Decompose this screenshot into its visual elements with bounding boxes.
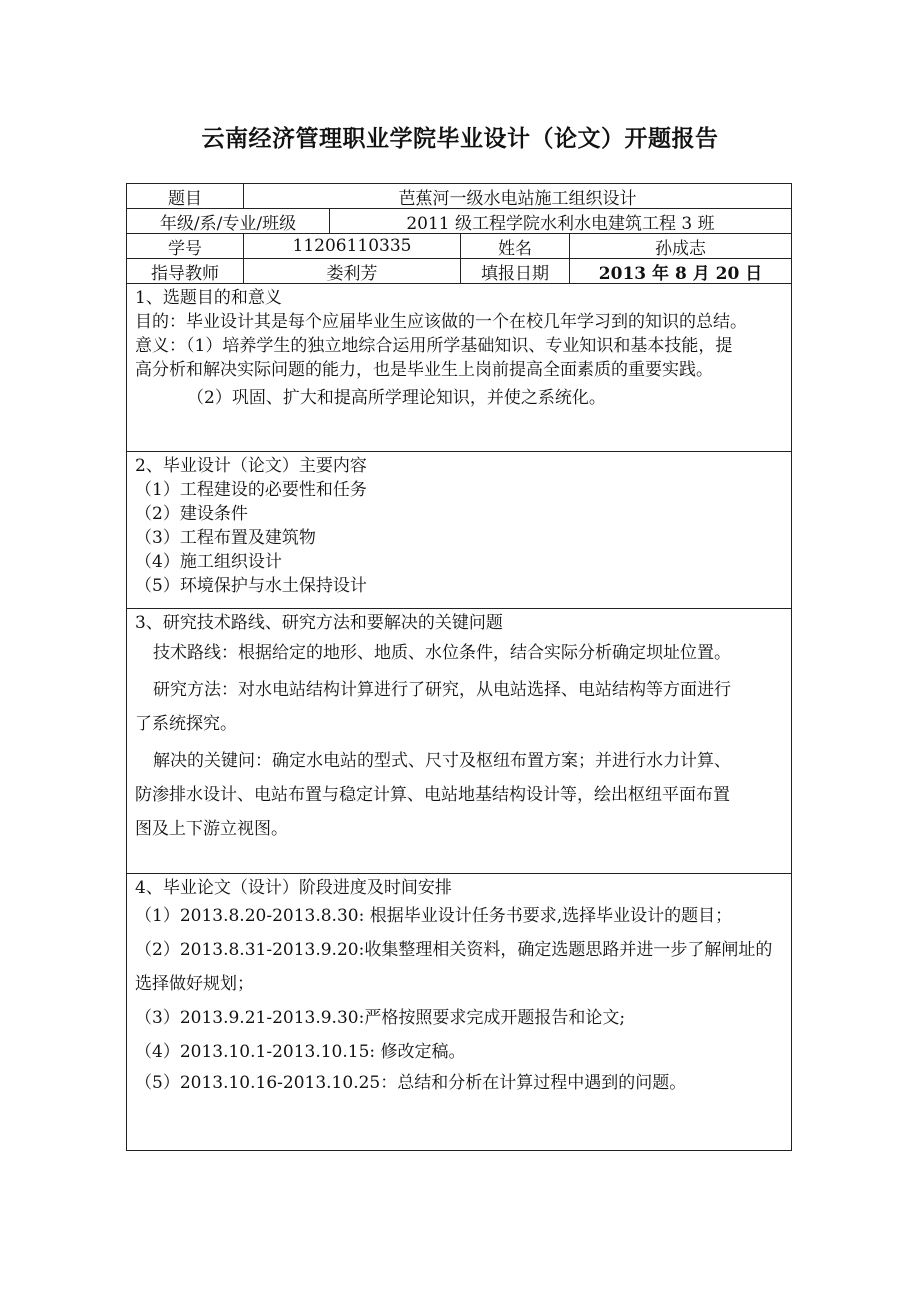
section-line: 防渗排水设计、电站布置与稳定计算、电站地基结构设计等，绘出枢纽平面布置: [135, 785, 730, 805]
document-title: 云南经济管理职业学院毕业设计（论文）开题报告: [201, 126, 719, 152]
section-line: 图及上下游立视图。: [135, 819, 288, 839]
section-heading: 4、毕业论文（设计）阶段进度及时间安排: [135, 878, 452, 898]
section-line: 高分析和解决实际问题的能力，也是毕业生上岗前提高全面素质的重要实践。: [135, 360, 713, 380]
advisor-value: 娄利芳: [244, 259, 461, 283]
class-row: [127, 209, 791, 234]
list-item: （5）环境保护与水土保持设计: [135, 576, 367, 596]
id-value: 11206110335: [244, 234, 461, 258]
section-line: 研究方法：对水电站结构计算进行了研究，从电站选择、电站结构等方面进行: [153, 680, 731, 700]
topic-value: 芭蕉河一级水电站施工组织设计: [398, 188, 637, 209]
date-value: 2013 年 8 月 20 日: [598, 263, 763, 284]
class-label: 年级/系/专业/班级: [127, 209, 330, 233]
section-line: 目的：毕业设计其是每个应届毕业生应该做的一个在校几年学习到的知识的总结。: [135, 312, 747, 332]
id-label: 学号: [127, 234, 244, 258]
section-heading: 1、选题目的和意义: [135, 288, 282, 308]
list-item: （3）工程布置及建筑物: [135, 528, 316, 548]
schedule-item: （3）2013.9.21-2013.9.30:严格按照要求完成开题报告和论文;: [135, 1008, 626, 1028]
schedule-item: （2）2013.8.31-2013.9.20:收集整理相关资料，确定选题思路并进一步了解闸址的: [135, 940, 773, 960]
advisor-label: 指导教师: [127, 259, 244, 283]
date-label: 填报日期: [461, 259, 570, 283]
report-form: [126, 183, 792, 1151]
topic-row: [127, 184, 791, 209]
section-schedule: [127, 874, 791, 1150]
section-line: 解决的关键问：确定水电站的型式、尺寸及枢纽布置方案；并进行水力计算、: [153, 751, 731, 771]
section-method: [127, 609, 791, 874]
schedule-item: （1）2013.8.20-2013.8.30: 根据毕业设计任务书要求,选择毕业设计的题目；: [135, 906, 733, 926]
topic-label: 题目: [127, 184, 244, 208]
section-content: [127, 452, 791, 609]
schedule-item: （4）2013.10.1-2013.10.15: 修改定稿。: [135, 1042, 466, 1062]
section-purpose: [127, 284, 791, 452]
section-line: 技术路线：根据给定的地形、地质、水位条件，结合实际分析确定坝址位置。: [153, 643, 731, 663]
advisor-row: [127, 259, 791, 284]
list-item: （2）建设条件: [135, 504, 248, 524]
section-line: 了系统探究。: [135, 714, 237, 734]
list-item: （4）施工组织设计: [135, 552, 282, 572]
list-item: （1）工程建设的必要性和任务: [135, 480, 367, 500]
name-value: 孙成志: [655, 238, 706, 259]
section-heading: 3、研究技术路线、研究方法和要解决的关键问题: [135, 613, 503, 633]
section-line: 意义：（1）培养学生的独立地综合运用所学基础知识、专业知识和基本技能，提: [135, 336, 733, 356]
student-row: [127, 234, 791, 259]
class-value: 2011 级工程学院水利水电建筑工程 3 班: [406, 213, 715, 234]
schedule-item: 选择做好规划；: [135, 974, 254, 994]
name-label: 姓名: [461, 234, 570, 258]
section-line: （2）巩固、扩大和提高所学理论知识，并使之系统化。: [187, 388, 606, 408]
section-heading: 2、毕业设计（论文）主要内容: [135, 456, 367, 476]
schedule-item: （5）2013.10.16-2013.10.25：总结和分析在计算过程中遇到的问题。: [135, 1073, 687, 1093]
